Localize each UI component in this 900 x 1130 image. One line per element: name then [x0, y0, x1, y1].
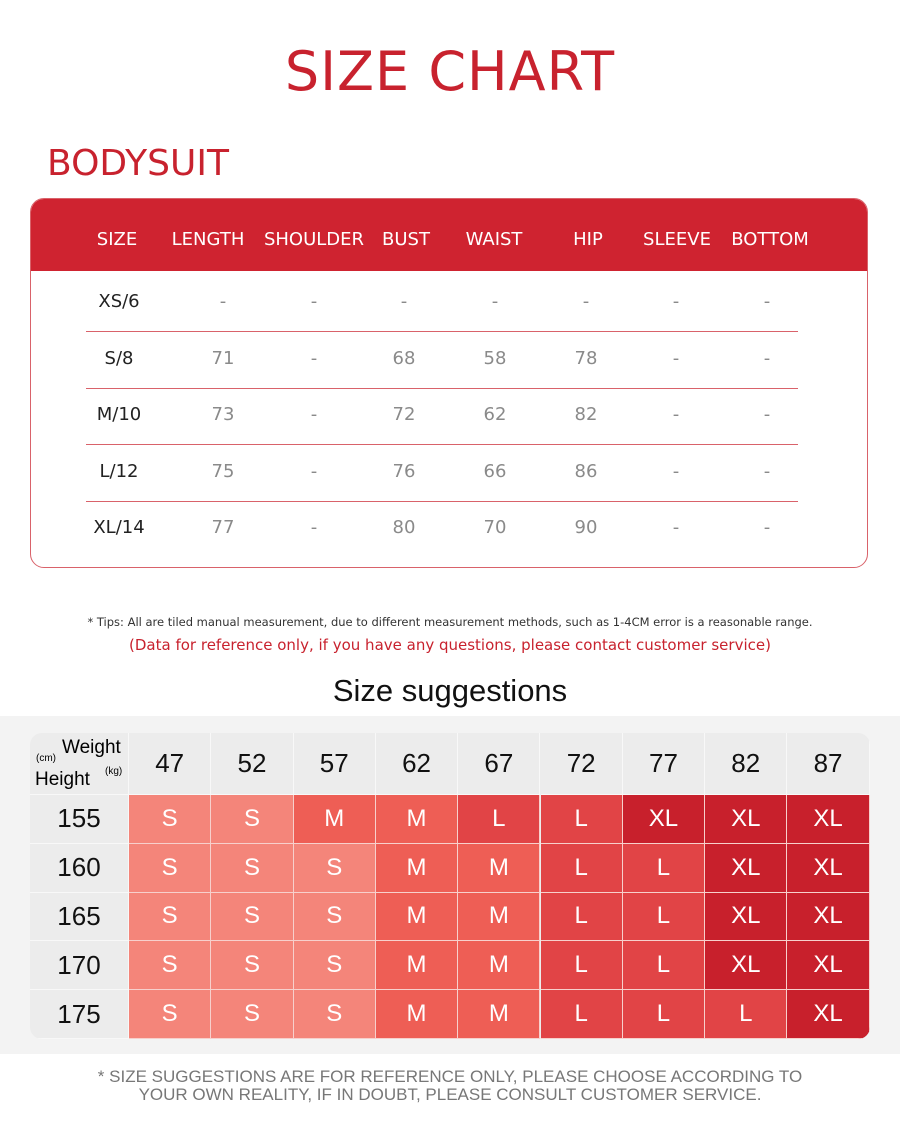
cm-unit: (cm): [36, 753, 56, 764]
suggestions-grid: [30, 733, 870, 1039]
column-header: SLEEVE: [643, 229, 711, 250]
measurement-value: -: [672, 347, 680, 369]
measurement-value: -: [310, 347, 318, 369]
measurement-value: 72: [392, 404, 416, 425]
size-suggestion-cell: XL: [787, 941, 869, 990]
size-suggestion-cell: S: [211, 844, 293, 893]
suggestions-title: Size suggestions: [332, 673, 568, 708]
size-suggestion-cell: L: [541, 893, 623, 942]
column-header: BOTTOM: [731, 229, 809, 250]
weight-header: 47: [129, 733, 211, 795]
measurement-value: 78: [574, 347, 598, 369]
size-suggestion-cell: XL: [787, 990, 869, 1039]
measurement-value: 76: [392, 460, 416, 482]
kg-unit: (kg): [105, 766, 123, 777]
size-suggestion-cell: XL: [705, 844, 787, 893]
measurement-value: -: [582, 291, 590, 312]
measurement-value: 68: [392, 347, 416, 369]
measurement-value: -: [672, 404, 680, 425]
column-header: HIP: [573, 229, 603, 250]
measurement-value: -: [219, 291, 227, 312]
measurement-value: -: [672, 517, 680, 538]
size-suggestion-cell: S: [129, 795, 211, 844]
measurement-value: 73: [211, 404, 235, 425]
size-suggestion-cell: S: [294, 844, 376, 893]
measurement-value: -: [672, 460, 680, 482]
footer-line: * SIZE SUGGESTIONS ARE FOR REFERENCE ONLY, PLEASE CHOOSE ACCORDING TO: [97, 1067, 803, 1086]
measurement-value: -: [400, 291, 408, 312]
measurement-value: 70: [483, 517, 507, 538]
measurement-value: 75: [211, 460, 235, 482]
size-suggestion-cell: S: [211, 795, 293, 844]
size-suggestion-cell: XL: [705, 795, 787, 844]
grid-corner: [30, 733, 129, 795]
size-table: [30, 198, 868, 568]
section-title: BODYSUIT: [47, 143, 229, 184]
size-suggestion-cell: XL: [787, 893, 869, 942]
size-suggestion-cell: L: [623, 941, 705, 990]
size-suggestion-cell: S: [129, 893, 211, 942]
size-suggestion-cell: XL: [787, 844, 869, 893]
column-header: SIZE: [96, 229, 138, 250]
tips-text: * Tips: All are tiled manual measurement, due to different measurement methods, such as 1-4CM error is a reasonable range.: [87, 615, 813, 629]
table-row: [86, 275, 798, 332]
size-suggestion-cell: M: [376, 941, 458, 990]
size-label: S/8: [104, 347, 134, 369]
size-suggestion-cell: L: [541, 941, 623, 990]
weight-header: 77: [623, 733, 705, 795]
table-row: [86, 501, 798, 557]
size-suggestion-cell: L: [541, 795, 623, 844]
height-header: 160: [30, 844, 129, 893]
size-suggestion-cell: M: [376, 990, 458, 1039]
measurement-value: -: [763, 291, 771, 312]
size-suggestion-cell: S: [294, 893, 376, 942]
measurement-value: -: [763, 517, 771, 538]
measurement-value: 82: [574, 404, 598, 425]
size-suggestion-cell: XL: [787, 795, 869, 844]
weight-header: 62: [376, 733, 458, 795]
table-row: [86, 332, 798, 389]
size-suggestion-cell: M: [458, 941, 540, 990]
size-suggestion-cell: L: [623, 990, 705, 1039]
height-header: 155: [30, 795, 129, 844]
page-title: SIZE CHART: [284, 40, 616, 103]
measurement-value: 62: [483, 404, 507, 425]
measurement-value: -: [310, 517, 318, 538]
height-header: 165: [30, 893, 129, 942]
measurement-value: 80: [392, 517, 416, 538]
measurement-value: -: [491, 291, 499, 312]
size-suggestion-cell: L: [705, 990, 787, 1039]
table-header: [31, 199, 867, 271]
size-suggestion-cell: S: [129, 990, 211, 1039]
size-suggestion-cell: L: [541, 844, 623, 893]
table-row: [86, 445, 798, 502]
size-suggestion-cell: S: [294, 941, 376, 990]
column-header: LENGTH: [171, 229, 245, 250]
size-suggestion-cell: L: [623, 844, 705, 893]
weight-header: 52: [211, 733, 293, 795]
size-suggestion-cell: M: [294, 795, 376, 844]
size-label: XS/6: [98, 291, 140, 312]
measurement-value: -: [310, 460, 318, 482]
size-suggestion-cell: S: [294, 990, 376, 1039]
size-suggestion-cell: S: [211, 941, 293, 990]
column-header: WAIST: [465, 229, 523, 250]
measurement-value: -: [763, 347, 771, 369]
size-suggestion-cell: S: [129, 844, 211, 893]
size-suggestion-cell: M: [376, 893, 458, 942]
column-header: SHOULDER: [263, 229, 365, 250]
measurement-value: -: [310, 404, 318, 425]
footer-line: YOUR OWN REALITY, IF IN DOUBT, PLEASE CONSULT CUSTOMER SERVICE.: [138, 1085, 762, 1104]
column-header: BUST: [382, 229, 430, 250]
reference-note: (Data for reference only, if you have any questions, please contact customer service): [129, 636, 771, 654]
size-suggestion-cell: S: [211, 893, 293, 942]
measurement-value: -: [672, 291, 680, 312]
weight-header: 57: [294, 733, 376, 795]
size-suggestion-cell: M: [458, 844, 540, 893]
measurement-value: -: [310, 291, 318, 312]
size-suggestion-cell: M: [458, 893, 540, 942]
size-label: M/10: [96, 404, 142, 425]
size-suggestion-cell: S: [211, 990, 293, 1039]
weight-header: 82: [705, 733, 787, 795]
size-suggestion-cell: L: [541, 990, 623, 1039]
height-header: 170: [30, 941, 129, 990]
measurement-value: -: [763, 404, 771, 425]
size-suggestion-cell: M: [458, 990, 540, 1039]
measurement-value: 66: [483, 460, 507, 482]
weight-label: Weight: [62, 737, 121, 758]
measurement-value: 58: [483, 347, 507, 369]
size-suggestion-cell: M: [376, 795, 458, 844]
size-suggestion-cell: XL: [705, 941, 787, 990]
height-label: Height: [35, 769, 90, 790]
size-suggestion-cell: S: [129, 941, 211, 990]
measurement-value: -: [763, 460, 771, 482]
measurement-value: 90: [574, 517, 598, 538]
measurement-value: 71: [211, 347, 235, 369]
weight-header: 67: [458, 733, 540, 795]
size-suggestion-cell: L: [458, 795, 540, 844]
table-row: [86, 388, 798, 445]
size-suggestion-cell: M: [376, 844, 458, 893]
size-label: XL/14: [93, 517, 145, 538]
size-suggestion-cell: L: [623, 893, 705, 942]
weight-header: 87: [787, 733, 869, 795]
footer-note: [0, 1068, 900, 1104]
measurement-value: 86: [574, 460, 598, 482]
size-suggestion-cell: XL: [623, 795, 705, 844]
height-header: 175: [30, 990, 129, 1039]
weight-header: 72: [541, 733, 623, 795]
size-suggestion-cell: XL: [705, 893, 787, 942]
size-label: L/12: [99, 460, 139, 482]
measurement-value: 77: [211, 517, 235, 538]
